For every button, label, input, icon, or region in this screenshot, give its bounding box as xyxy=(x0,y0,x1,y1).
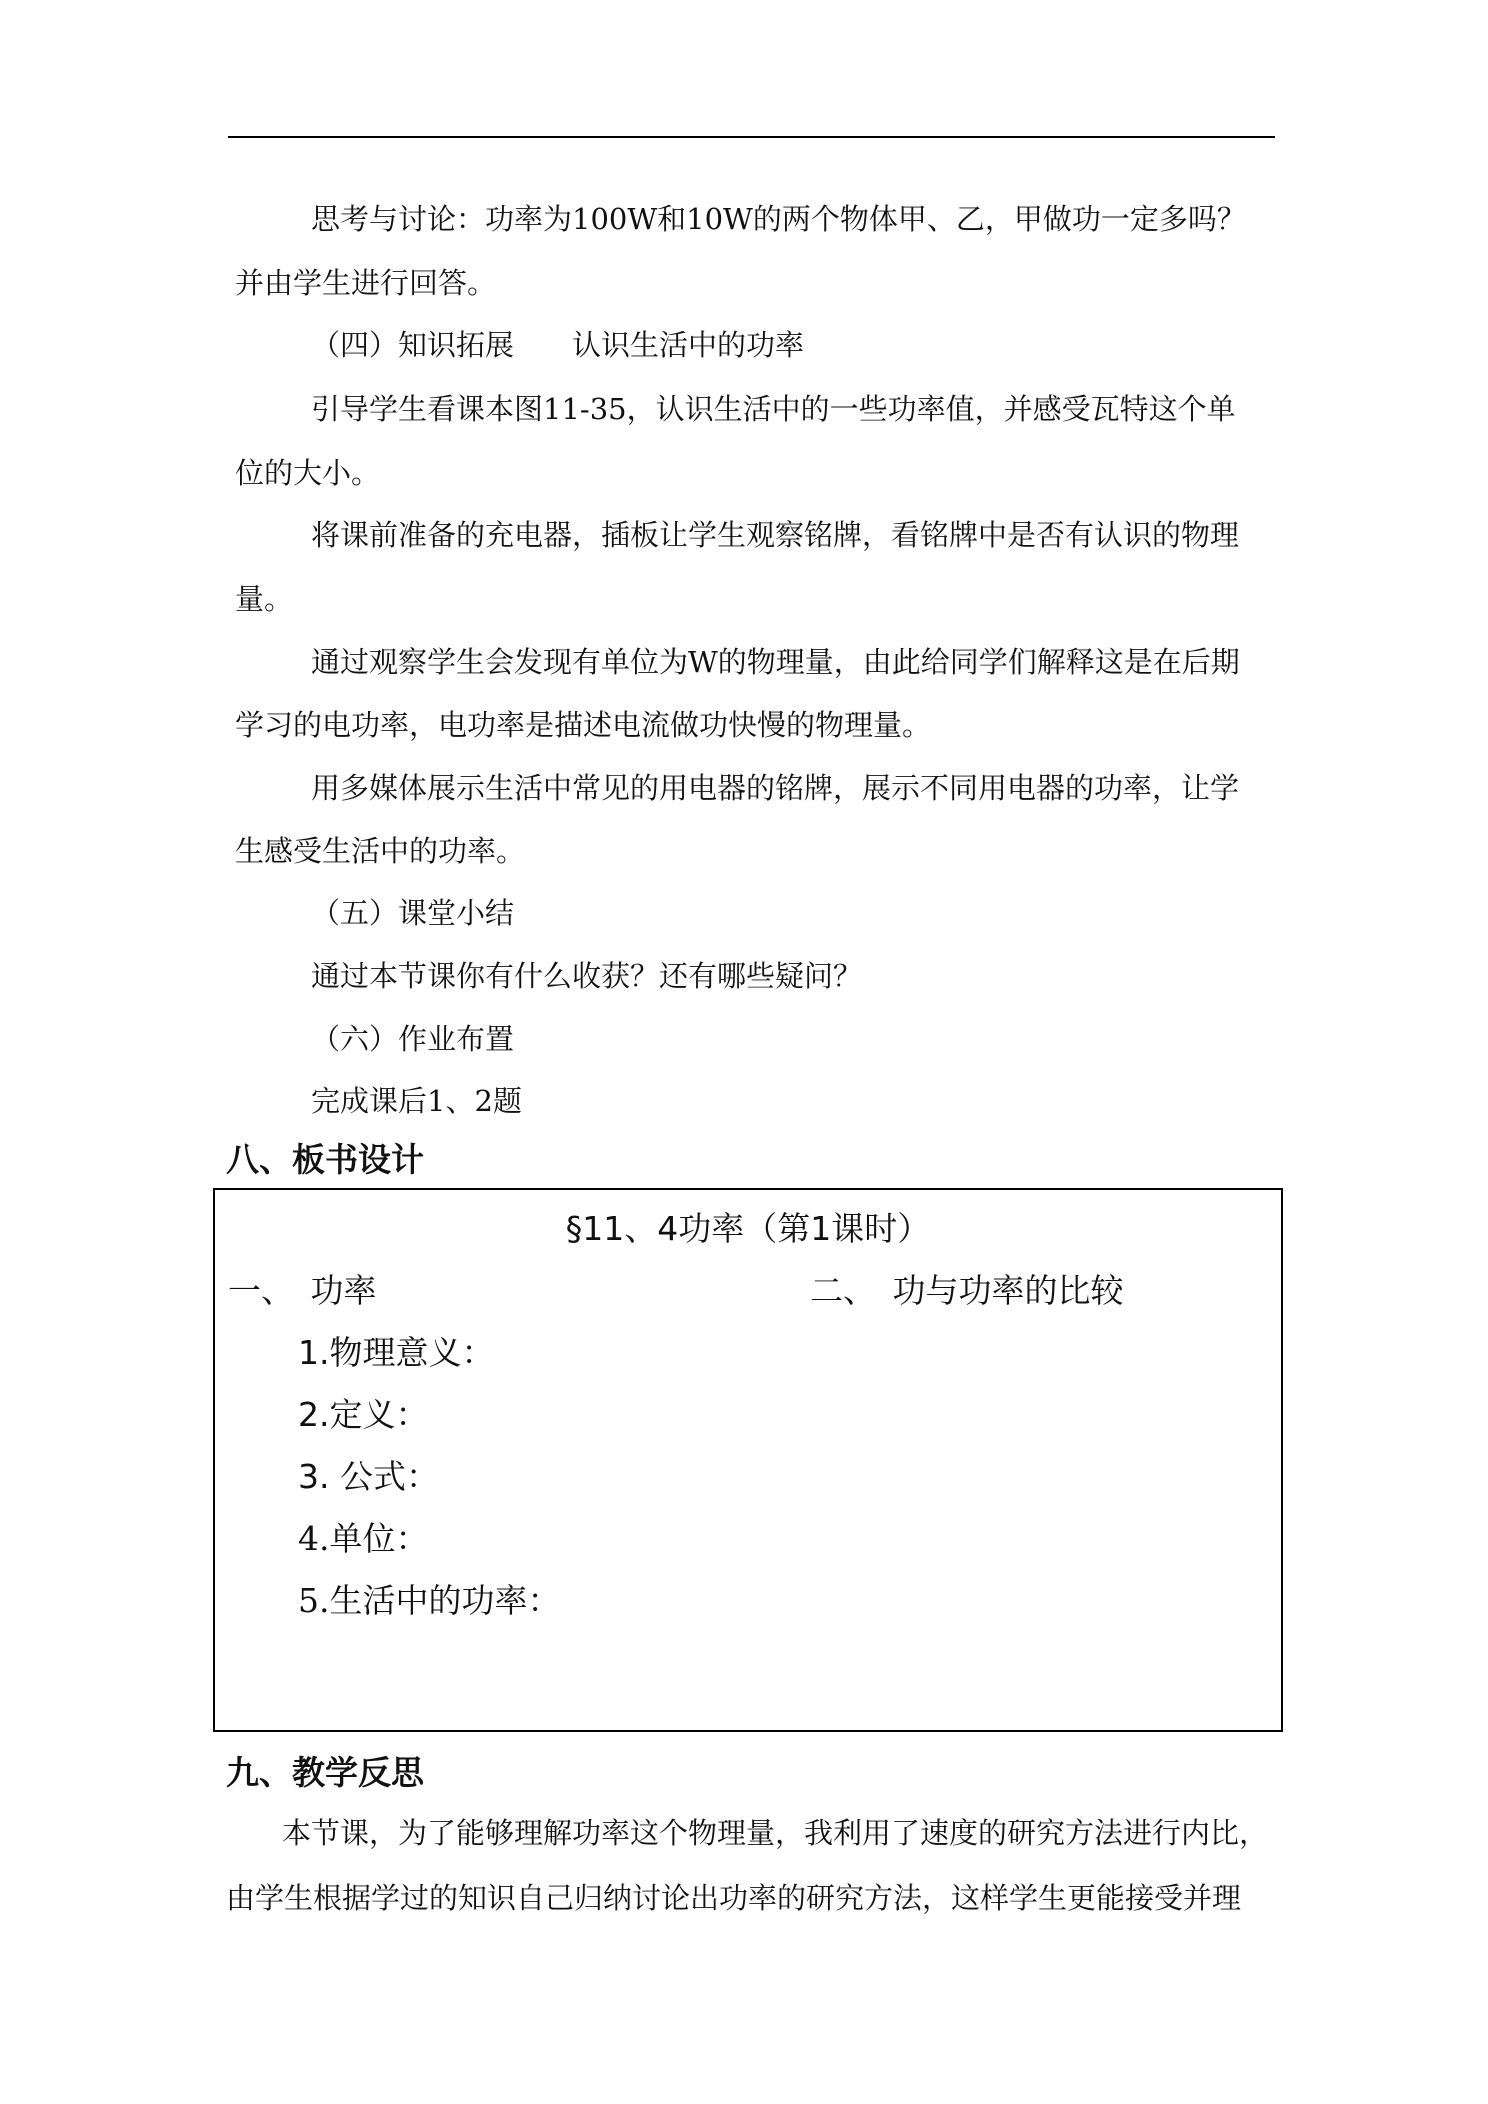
subsection-heading: （五）课堂小结 xyxy=(311,896,515,930)
paragraph-line: 将课前准备的充电器，插板让学生观察铭牌，看铭牌中是否有认识的物理 xyxy=(311,518,1240,552)
header-rule xyxy=(228,136,1275,138)
section-heading-teaching-reflection: 九、教学反思 xyxy=(226,1753,424,1792)
board-item: 1.物理意义： xyxy=(298,1333,495,1372)
reflection-line: 由学生根据学过的知识自己归纳讨论出功率的研究方法，这样学生更能接受并理 xyxy=(226,1881,1242,1915)
paragraph-line: 思考与讨论：功率为100W和10W的两个物体甲、乙，甲做功一定多吗？ xyxy=(311,202,1246,236)
board-item: 5.生活中的功率： xyxy=(298,1581,561,1620)
reflection-line: 本节课，为了能够理解功率这个物理量，我利用了速度的研究方法进行内比， xyxy=(282,1816,1269,1850)
paragraph-line: 用多媒体展示生活中常见的用电器的铭牌，展示不同用电器的功率，让学 xyxy=(311,771,1240,805)
paragraph-line: 通过观察学生会发现有单位为W的物理量，由此给同学们解释这是在后期 xyxy=(311,645,1240,679)
board-right-heading: 二、 功与功率的比较 xyxy=(810,1271,1124,1310)
board-title: §11、4功率（第1课时） xyxy=(565,1209,931,1248)
paragraph-line: 学习的电功率，电功率是描述电流做功快慢的物理量。 xyxy=(235,708,932,742)
board-item: 3. 公式： xyxy=(298,1457,439,1496)
paragraph-line: 量。 xyxy=(235,582,294,616)
board-item: 2.定义： xyxy=(298,1395,429,1434)
paragraph-line: 并由学生进行回答。 xyxy=(235,266,497,300)
paragraph-line: 通过本节课你有什么收获？还有哪些疑问？ xyxy=(311,959,863,993)
paragraph-line: 生感受生活中的功率。 xyxy=(235,834,526,868)
board-left-heading: 一、 功率 xyxy=(228,1271,377,1310)
board-item: 4.单位： xyxy=(298,1519,429,1558)
board-design-box xyxy=(213,1188,1283,1732)
paragraph-line: 引导学生看课本图11-35，认识生活中的一些功率值，并感受瓦特这个单 xyxy=(311,392,1236,426)
paragraph-line: 位的大小。 xyxy=(235,456,381,490)
section-heading-board-design: 八、板书设计 xyxy=(226,1140,424,1179)
subsection-heading: （六）作业布置 xyxy=(311,1022,515,1056)
subsection-heading: （四）知识拓展 认识生活中的功率 xyxy=(311,328,805,362)
paragraph-line: 完成课后1、2题 xyxy=(311,1084,522,1118)
